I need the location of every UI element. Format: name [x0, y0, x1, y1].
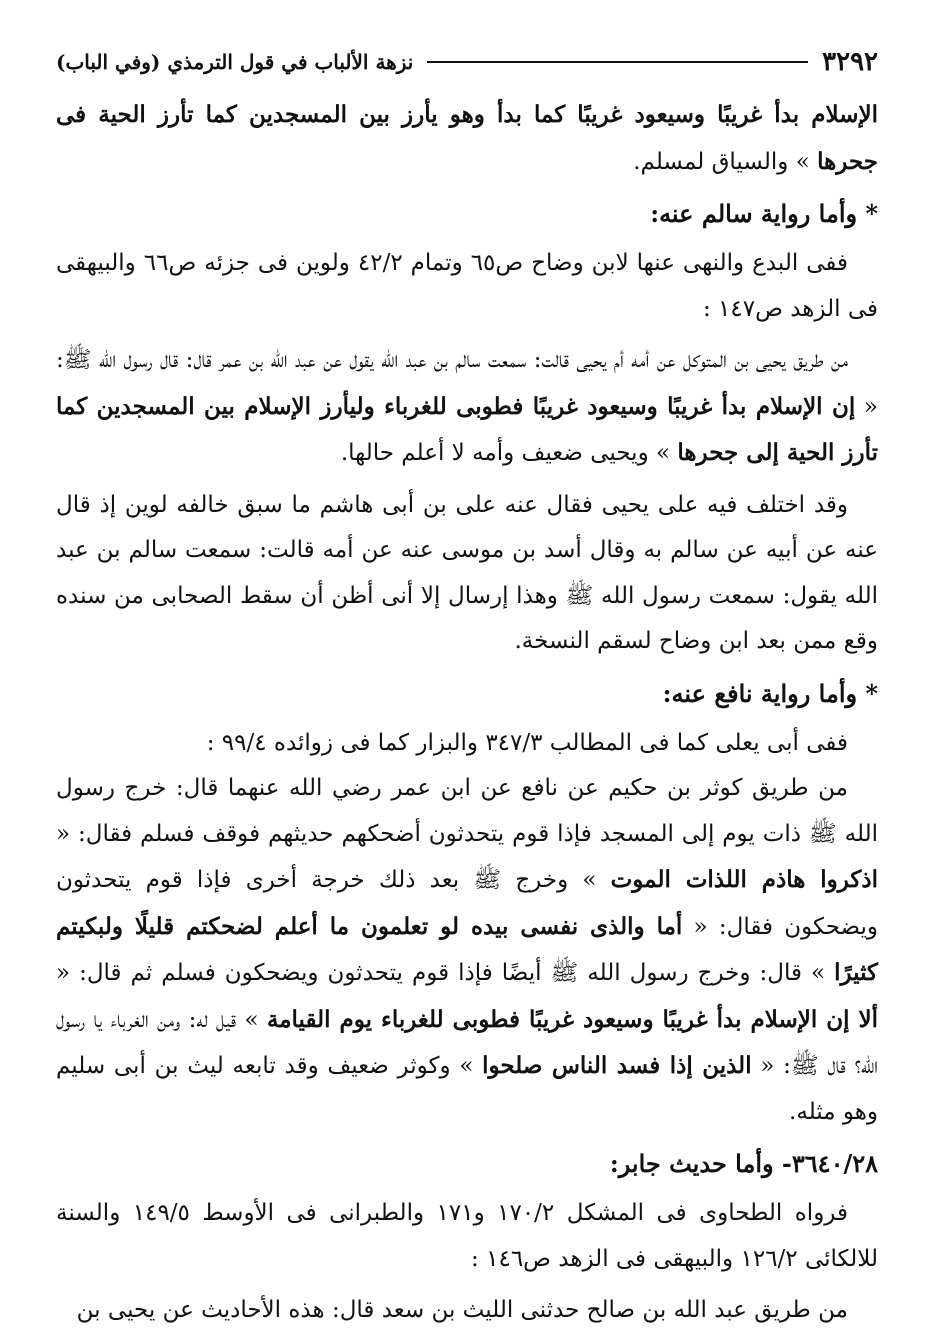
header-rule [427, 61, 808, 63]
page-body [56, 92, 878, 1334]
paragraph: فرواه الطحاوى فى المشكل ١٧٠/٢ و١٧١ والطبرانى فى الأوسط ١٤٩/٥ والسنة للالكائى ١٢٦/٢ والبيهقى فى الزهد ص١٤٦ : [56, 1200, 878, 1272]
hadith-text: الذين إذا فسد الناس صلحوا [482, 1052, 752, 1079]
paragraph: وقد اختلف فيه على يحيى فقال عنه على بن أبى هاشم ما سبق خالفه لوين إذ قال عنه عن أبيه عن سالم به وقال أسد بن موسى عنه عن أمه قالت: سمعت سالم بن عبد الله يقول: سمعت رسول الله ﷺ وهذا إرسال إلا أنى أظن أن سقط الصحابى من سنده وقع ممن بعد ابن وضاح لسقم النسخة. [56, 491, 878, 654]
page-number: ٣٢٩٢ [822, 47, 878, 77]
paragraph: ففى أبى يعلى كما فى المطالب ٣٤٧/٣ والبزار كما فى زوائده ٩٩/٤ : [206, 729, 848, 756]
hadith-text: الإسلام بدأ غريبًا وسيعود غريبًا كما بدأ وهو يأرز بين المسجدين كما تأرز الحية فى جحرها [56, 101, 878, 175]
paragraph: من طريق عبد الله بن صالح حدثنى الليث بن سعد قال: هذه الأحاديث عن يحيى بن [76, 1297, 848, 1323]
paragraph: من طريق كوثر بن حكيم عن نافع عن ابن عمر رضي الله عنهما قال: خرج رسول الله ﷺ ذات يوم إلى المسجد فإذا قوم يتحدثون أضحكهم حديثهم فوقف فسلم فقال: « اذكروا هاذم اللذات الموت » وخرج ﷺ بعد ذلك خرجة أخرى فإذا قوم يتحدثون ويضحكون فقال: « أما والذى نفسى بيده لو تعلمون ما أعلم لضحكتم قليلًا ولبكيتم كثيرًا » قال: وخرج رسول الله ﷺ أيضًا فإذا قوم يتحدثون ويضحكون فسلم ثم قال: « ألا إن الإسلام بدأ غريبًا وسيعود غريبًا فطوبى للغرباء يوم القيامة » قيل له: ومن الغرباء يا رسول الله؟ قال ﷺ: « الذين إذا فسد الناس صلحوا » وكوثر ضعيف وقد تابعه ليث بن أبى سليم وهو مثله. [56, 775, 879, 1125]
hadith-text: اذكروا هاذم اللذات الموت [610, 866, 878, 893]
section-heading: * وأما رواية نافع عنه: [662, 678, 878, 708]
paragraph: من طريق يحيى بن المتوكل عن أمه أم يحيى قالت: سمعت سالم بن عبد الله يقول عن عبد الله بن عمر قال: قال رسول الله ﷺ: « إن الإسلام بدأ غريبًا وسيعود غريبًا فطوبى للغرباء وليأرز الإسلام بين المسجدين كما تأرز الحية إلى جحرها » ويحيى ضعيف وأمه لا أعلم حالها. [56, 347, 879, 466]
paragraph: الإسلام بدأ غريبًا وسيعود غريبًا كما بدأ وهو يأرز بين المسجدين كما تأرز الحية فى جحرها » والسياق لمسلم. [56, 101, 878, 175]
paragraph: ففى البدع والنهى عنها لابن وضاح ص٦٥ وتمام ٤٢/٢ ولوين فى جزئه ص٦٦ والبيهقى فى الزهد ص١٤٧ : [56, 250, 878, 322]
hadith-text: أما والذى نفسى بيده لو تعلمون ما أعلم لضحكتم قليلًا ولبكيتم كثيرًا [56, 912, 878, 986]
section-heading: * وأما رواية سالم عنه: [650, 199, 878, 228]
hadith-text: إن الإسلام بدأ غريبًا وسيعود غريبًا فطوبى للغرباء وليأرز الإسلام بين المسجدين كما تأرز الحية إلى جحرها [56, 392, 878, 466]
section-heading: ٣٦٤٠/٢٨- وأما حديث جابر: [609, 1149, 878, 1178]
page-header [56, 42, 878, 82]
hadith-text: ألا إن الإسلام بدأ غريبًا وسيعود غريبًا فطوبى للغرباء يوم القيامة [266, 1005, 879, 1033]
running-title: نزهة الألباب في قول الترمذي (وفي الباب) [56, 50, 414, 74]
